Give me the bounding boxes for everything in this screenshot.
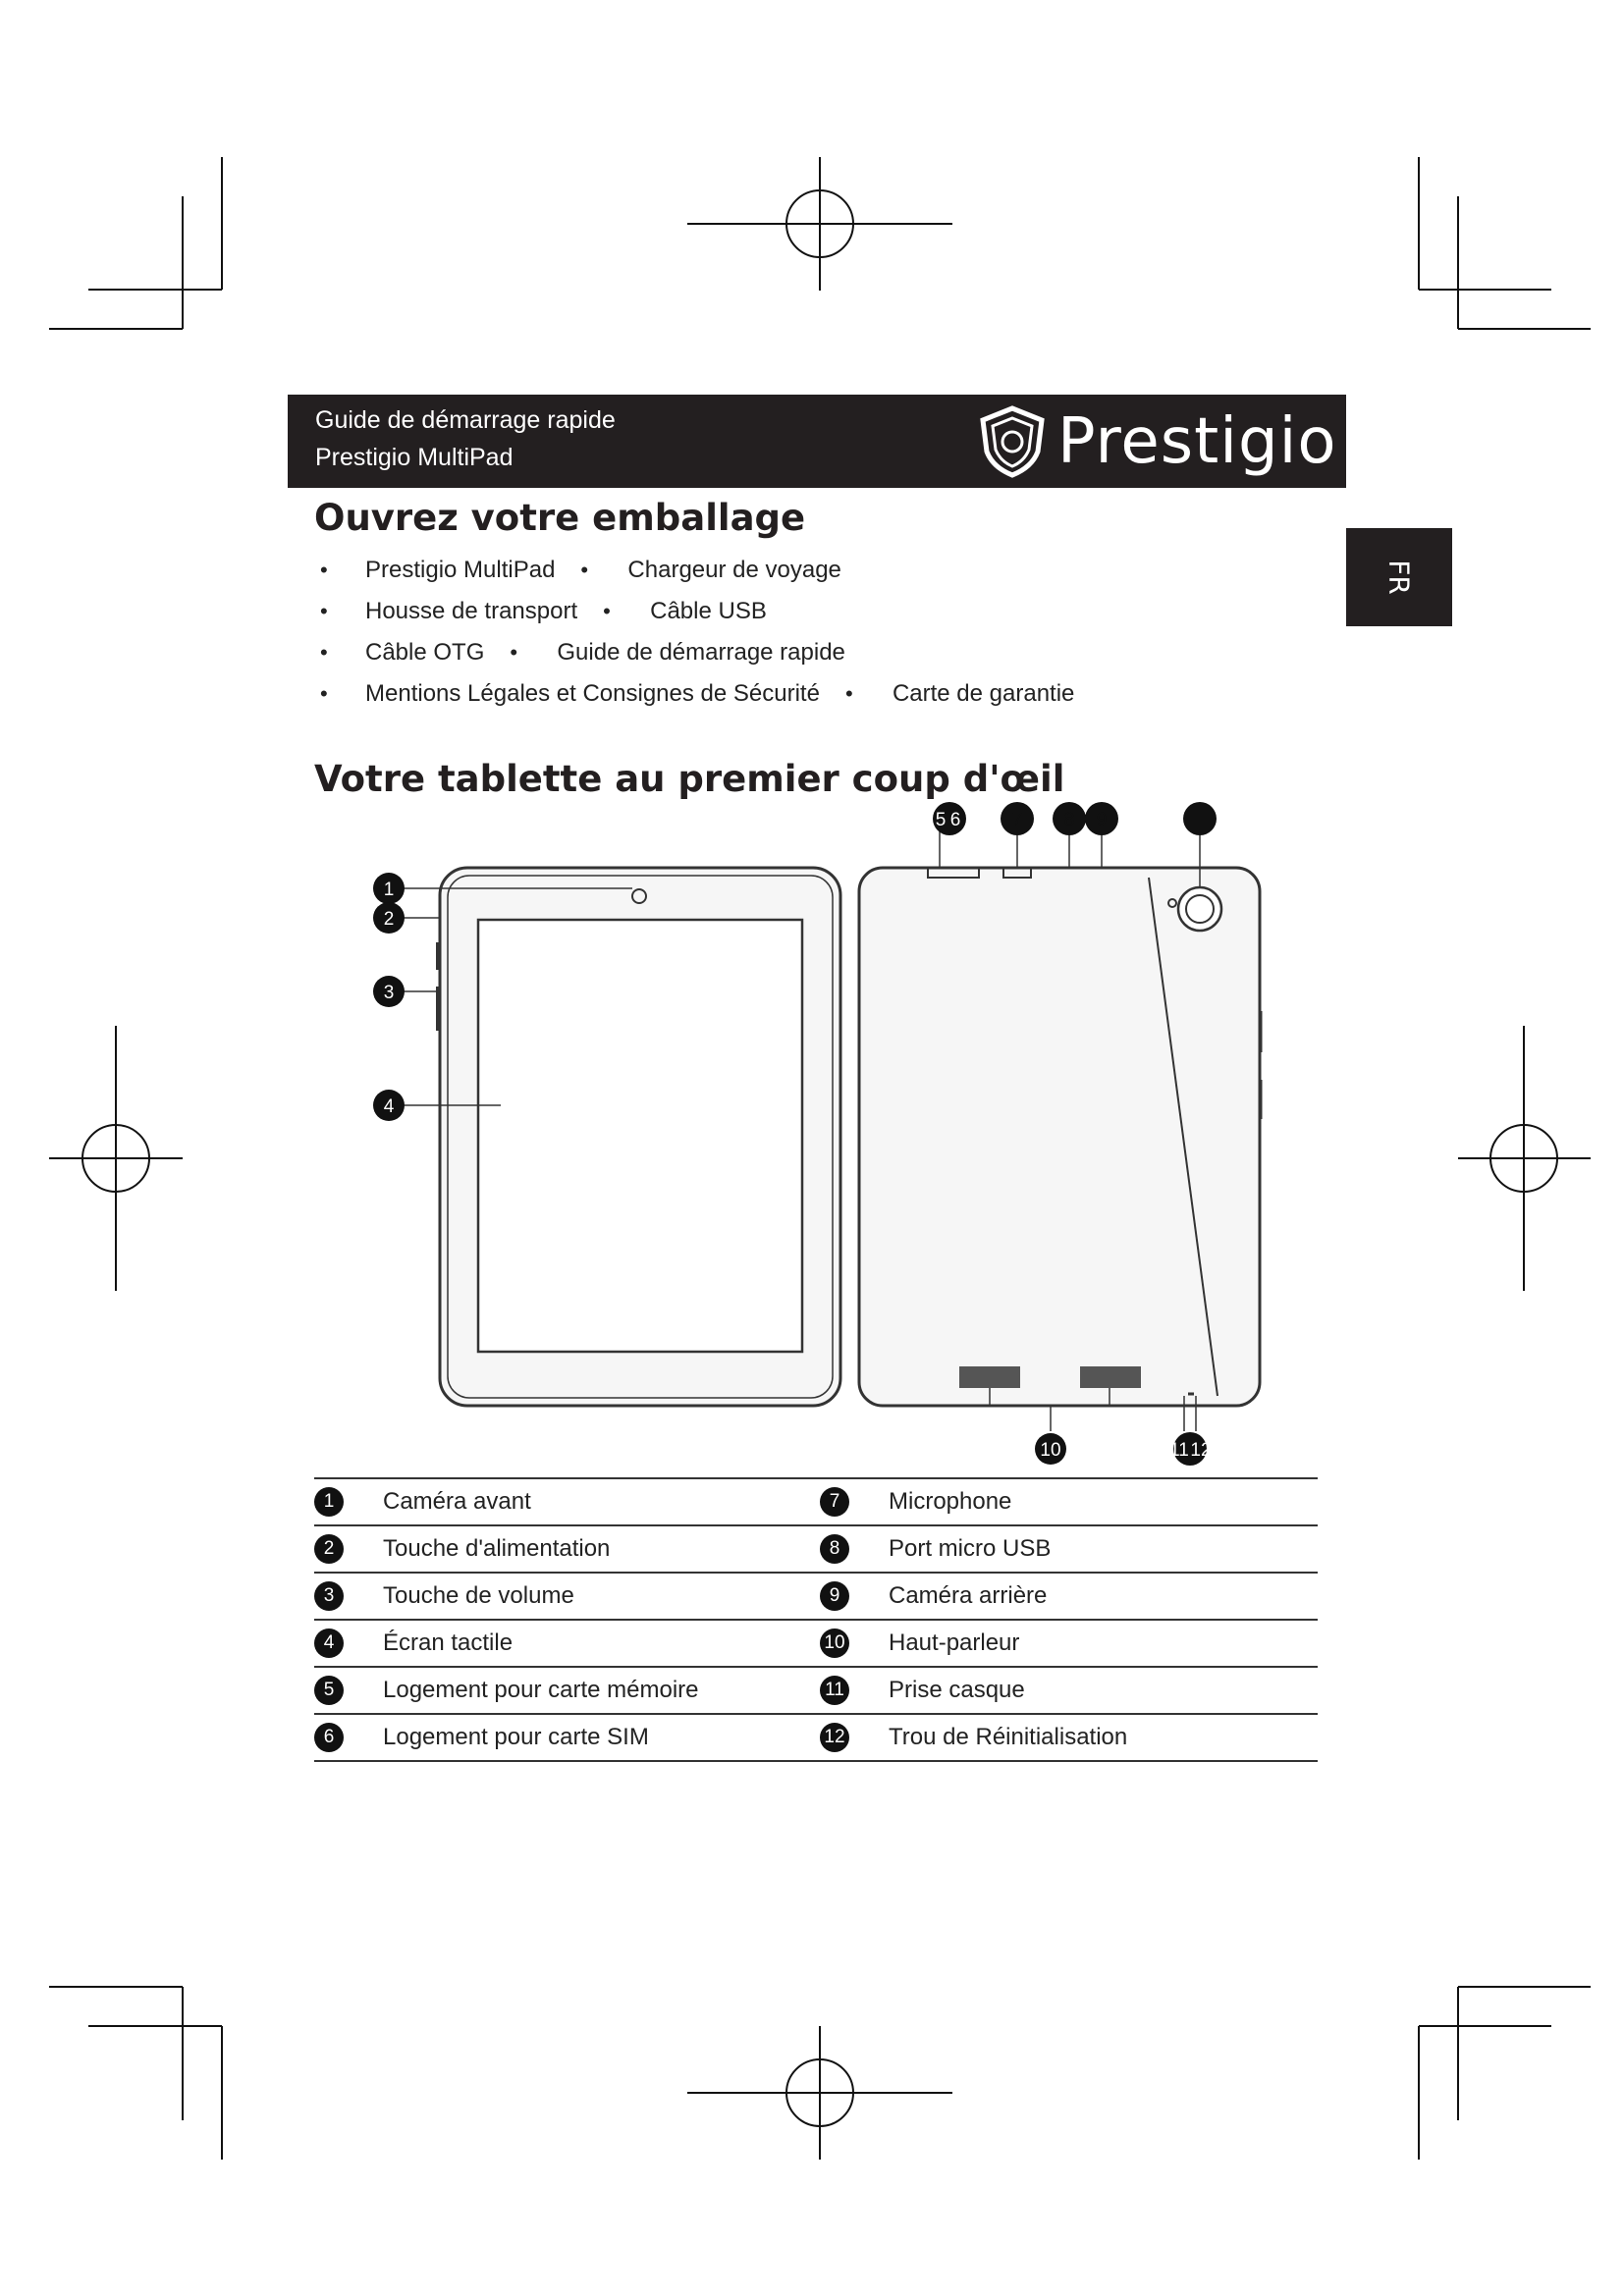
part-number: 3 (314, 1581, 344, 1611)
part-number: 5 (314, 1676, 344, 1705)
part-number: 7 (820, 1487, 849, 1517)
part-number: 11 (820, 1676, 849, 1705)
part-number: 9 (820, 1581, 849, 1611)
table-row (314, 1621, 1318, 1668)
svg-text:2: 2 (383, 909, 395, 930)
tablet-front (438, 868, 840, 1406)
svg-text:1: 1 (383, 880, 395, 900)
callout-8 (1053, 802, 1086, 835)
part-label: Caméra arrière (889, 1582, 1048, 1609)
brand-name: Prestigio (1057, 405, 1337, 478)
part-number: 8 (820, 1534, 849, 1564)
list-item: • Housse de transport • Câble USB (320, 598, 767, 624)
prestigio-shield-icon (975, 404, 1050, 479)
list-item: • Prestigio MultiPad • Chargeur de voyage (320, 557, 841, 583)
part-number: 2 (314, 1534, 344, 1564)
section-title-tablet-overview: Votre tablette au premier coup d'œil (314, 758, 1065, 800)
part-number: 1 (314, 1487, 344, 1517)
part-label: Port micro USB (889, 1535, 1052, 1562)
parts-legend-table (314, 1477, 1318, 1762)
prestigio-logo (975, 404, 1337, 479)
svg-text:10: 10 (1040, 1440, 1061, 1461)
part-number: 4 (314, 1629, 344, 1658)
svg-text:3: 3 (383, 983, 395, 1003)
language-code: FR (1382, 560, 1416, 595)
callout-1 (373, 873, 405, 904)
svg-text:4: 4 (383, 1096, 395, 1117)
part-label: Écran tactile (383, 1629, 514, 1656)
part-number: 12 (820, 1723, 849, 1752)
svg-text:7: 7 (1011, 810, 1023, 830)
part-label: Logement pour carte mémoire (383, 1677, 699, 1703)
part-number: 10 (820, 1629, 849, 1658)
svg-text:5: 5 (935, 810, 947, 830)
callout-5-6 (933, 802, 966, 835)
part-label: Microphone (889, 1488, 1012, 1515)
svg-text:11: 11 (1169, 1440, 1189, 1461)
table-row (314, 1479, 1318, 1526)
tablet-diagram (353, 795, 1276, 1472)
header-guide-title: Guide de démarrage rapide (315, 406, 616, 434)
table-row (314, 1715, 1318, 1762)
callout-rear-camera (1183, 802, 1217, 835)
callout-3 (373, 976, 405, 1007)
part-number: 6 (314, 1723, 344, 1752)
callout-10 (1035, 1433, 1066, 1465)
svg-text:9: 9 (1096, 810, 1108, 830)
section-title-open-package: Ouvrez votre emballage (314, 497, 806, 539)
svg-text:6: 6 (949, 810, 961, 830)
header-product-name: Prestigio MultiPad (315, 444, 514, 471)
part-label: Touche de volume (383, 1582, 574, 1609)
header-banner (288, 395, 1346, 488)
table-row (314, 1574, 1318, 1621)
package-contents-list (320, 550, 1204, 715)
callout-7 (1001, 802, 1034, 835)
callout-4 (373, 1090, 405, 1121)
language-tab (1346, 528, 1452, 626)
svg-text:12: 12 (1190, 1440, 1212, 1461)
svg-text:8: 8 (1063, 810, 1075, 830)
part-label: Logement pour carte SIM (383, 1724, 649, 1750)
part-label: Touche d'alimentation (383, 1535, 611, 1562)
part-label: Haut-parleur (889, 1629, 1020, 1656)
part-label: Caméra avant (383, 1488, 531, 1515)
part-label: Trou de Réinitialisation (889, 1724, 1128, 1750)
callout-2 (373, 902, 405, 934)
list-item: • Mentions Légales et Consignes de Sécurité • Carte de garantie (320, 680, 1075, 707)
callout-11-12 (1169, 1432, 1211, 1466)
table-row (314, 1668, 1318, 1715)
table-row (314, 1526, 1318, 1574)
callout-9 (1085, 802, 1118, 835)
tablet-back (859, 868, 1261, 1406)
list-item: • Câble OTG • Guide de démarrage rapide (320, 639, 845, 666)
part-label: Prise casque (889, 1677, 1025, 1703)
